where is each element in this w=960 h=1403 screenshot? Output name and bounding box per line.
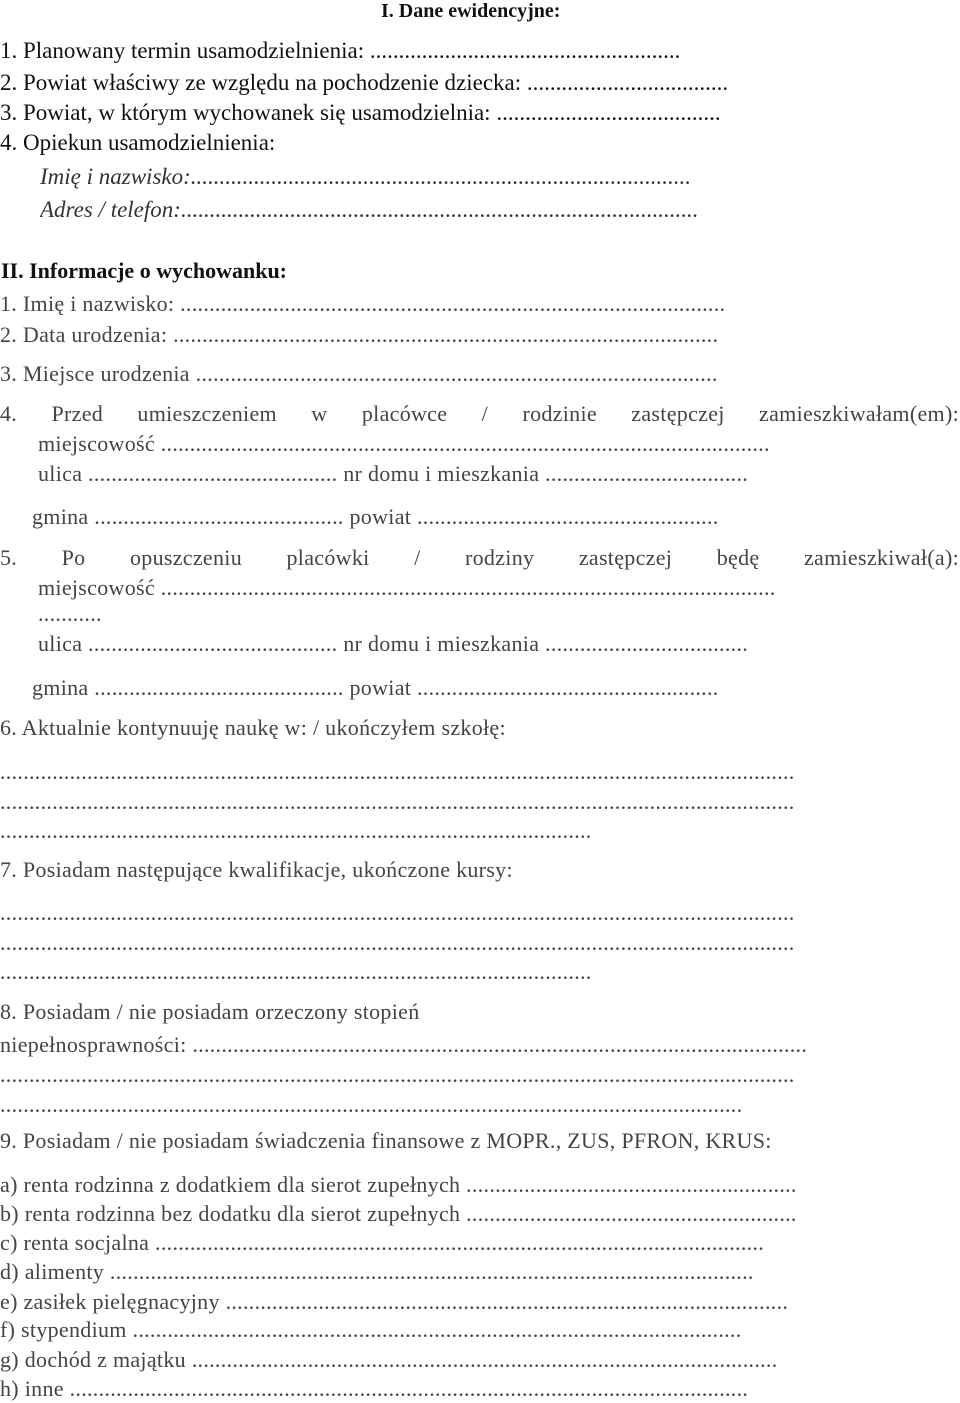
field-birth-place: 3. Miejsce urodzenia .......................................................................................... [0,362,718,386]
q4-label: 4. Przed umieszczeniem w placówce / rodzinie zastępczej zamieszkiwałam(em): [0,402,959,426]
field-guardian-label: 4. Opiekun usamodzielnienia: [0,130,276,155]
q9-option-b: b) renta rodzinna bez dodatku dla sierot zupełnych ......................................................... [0,1202,797,1226]
q4-street: ulica ........................................... nr domu i mieszkania ................................... [38,462,749,486]
q6-answer-line: ......................................................................................................................................... [0,760,795,784]
q4-town: miejscowość ......................................................................................................... [38,432,770,456]
field-origin-county: 2. Powiat właściwy ze względu na pochodzenie dziecka: ................................... [0,70,729,95]
q5-label: 5. Po opuszczeniu placówki / rodziny zastępczej będę zamieszkiwał(a): [0,546,959,570]
q9-option-e: e) zasiłek pielęgnacyjny ................................................................................................. [0,1290,789,1314]
q9-option-g: g) dochód z majątku ..................................................................................................... [0,1348,778,1372]
q6-answer-line: ...................................................................................................... [0,819,592,843]
field-full-name: 1. Imię i nazwisko: .............................................................................................. [0,292,726,316]
q8-answer-line: ......................................................................................................................................... [0,1063,795,1087]
q6-answer-line: ......................................................................................................................................... [0,790,795,814]
q7-answer-line: ...................................................................................................... [0,960,592,984]
q9-option-h: h) inne ..................................................................................................................... [0,1377,749,1401]
section-1-heading: I. Dane ewidencyjne: [381,0,561,22]
q8-disability-line: niepełnosprawności: .......................................................................................................... [0,1033,808,1057]
q7-answer-line: ......................................................................................................................................... [0,931,795,955]
field-guardian-address: Adres / telefon:.......................................................................................... [40,197,699,222]
q7-label: 7. Posiadam następujące kwalifikacje, ukończone kursy: [0,858,513,882]
field-guardian-name: Imię i nazwisko:....................................................................................... [40,164,692,189]
q5-commune: gmina ........................................... powiat .................................................... [32,676,719,700]
section-2-heading: II. Informacje o wychowanku: [1,259,287,283]
q9-option-a: a) renta rodzinna z dodatkiem dla sierot zupełnych ......................................................... [0,1173,797,1197]
q9-option-c: c) renta socjalna ......................................................................................................... [0,1231,765,1255]
q6-label: 6. Aktualnie kontynuuję naukę w: / ukończyłem szkołę: [0,716,506,740]
q7-answer-line: ......................................................................................................................................... [0,901,795,925]
field-planned-date: 1. Planowany termin usamodzielnienia: ...................................................... [0,38,681,63]
q9-label: 9. Posiadam / nie posiadam świadczenia finansowe z MOPR., ZUS, PFRON, KRUS: [0,1129,772,1153]
q9-option-d: d) alimenty ............................................................................................................... [0,1260,754,1284]
field-birth-date: 2. Data urodzenia: .............................................................................................. [0,323,719,347]
q4-commune: gmina ........................................... powiat .................................................... [32,505,719,529]
q9-option-f: f) stypendium ......................................................................................................... [0,1318,742,1342]
q8-label: 8. Posiadam / nie posiadam orzeczony stopień [0,1000,420,1024]
q5-street: ulica ........................................... nr domu i mieszkania ................................... [38,632,749,656]
field-target-county: 3. Powiat, w którym wychowanek się usamodzielnia: ....................................... [0,100,721,125]
q5-town-continuation: ........... [38,602,102,626]
q5-town: miejscowość .......................................................................................................... [38,576,776,600]
q8-answer-line: ................................................................................................................................ [0,1093,743,1117]
